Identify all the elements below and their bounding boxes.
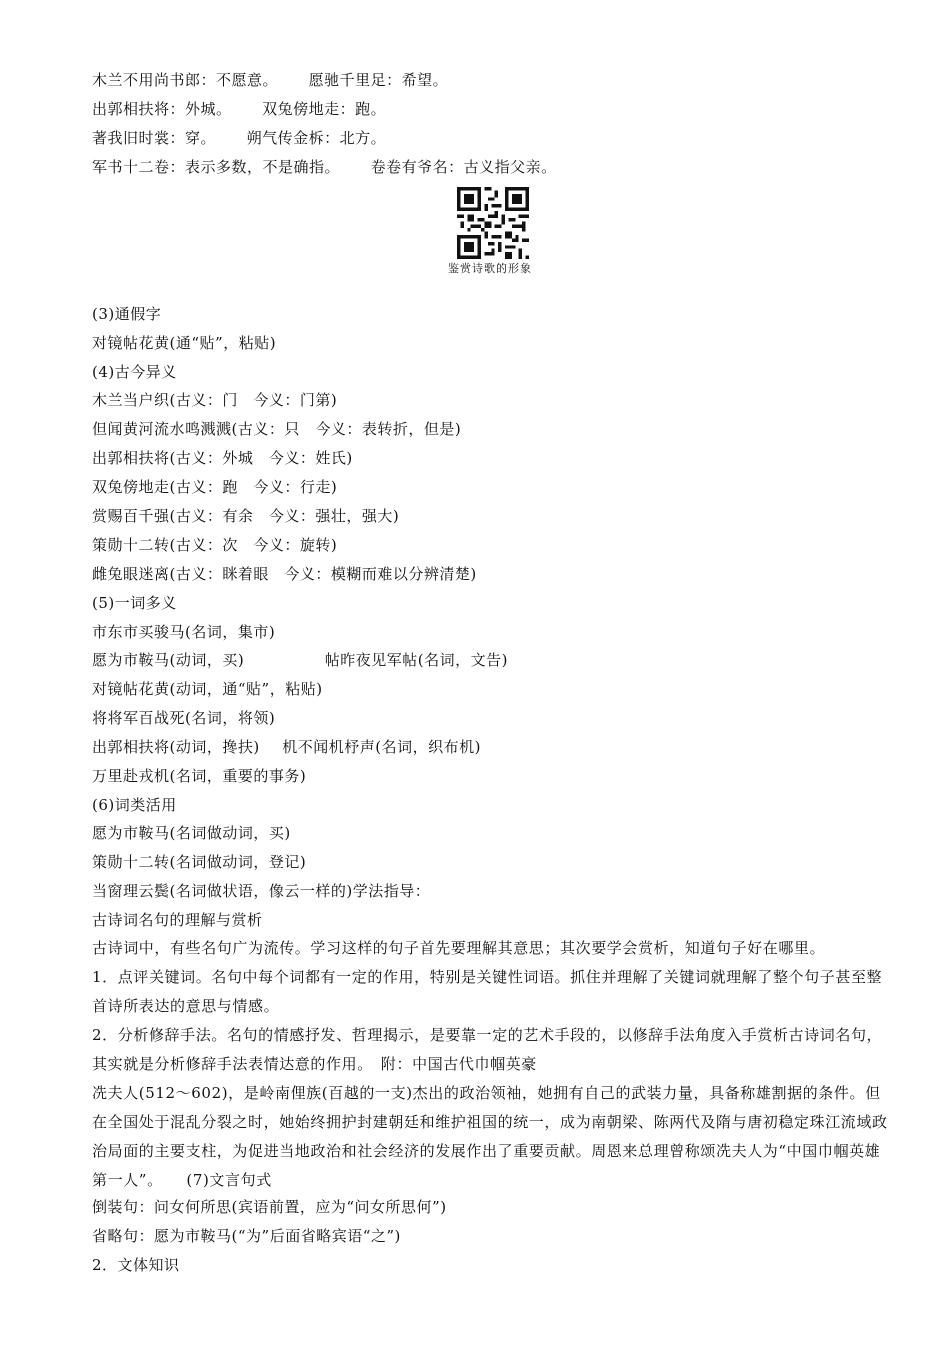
- section-title: (6)词类活用: [92, 796, 177, 814]
- gloss-item: 卷卷有爷名：古义指父亲。: [370, 158, 557, 176]
- gloss-item: 出郭相扶将：外城。: [92, 100, 232, 118]
- gloss-item: 著我旧时裳：穿。: [92, 129, 217, 147]
- text-line: 双兔傍地走(古义：跑 今义：行走): [92, 478, 338, 496]
- text-line: 倒装句：问女何所思(宾语前置，应为“问女所思何”): [92, 1198, 447, 1216]
- text-line: [92, 99, 386, 119]
- text-line: [92, 157, 557, 177]
- text-line: [92, 737, 481, 757]
- section-title: (5)一词多义: [92, 594, 177, 612]
- gloss-item: 愿驰千里足：希望。: [308, 71, 449, 89]
- text-line: 策勋十二转(古义：次 今义：旋转): [92, 536, 338, 554]
- text-line: 愿为市鞍马(名词做动词，买): [92, 824, 291, 842]
- paragraph: 古诗词中，有些名句广为流传。学习这样的句子首先要理解其意思；其次要学会赏析，知道句子好在哪里。: [92, 939, 826, 957]
- text-line: [92, 650, 508, 670]
- paragraph: 2．分析修辞手法。名句的情感抒发、哲理揭示，是要靠一定的艺术手段的，以修辞手法角度入手赏析古诗词名句，其实就是分析修辞手法表情达意的作用。 附：中国古代巾帼英豪: [92, 1026, 883, 1073]
- text-segment: 愿为市鞍马(动词，买): [92, 651, 245, 669]
- section-title: 2．文体知识: [92, 1256, 180, 1274]
- text-line: 出郭相扶将(古义：外城 今义：姓氏): [92, 449, 353, 467]
- text-line: 省略句：愿为市鞍马(“为”后面省略宾语“之”): [92, 1227, 401, 1245]
- text-line: 将将军百战死(名词，将领): [92, 709, 276, 727]
- text-line: 万里赴戎机(名词，重要的事务): [92, 767, 307, 785]
- gloss-item: 木兰不用尚书郎：不愿意。: [92, 71, 279, 89]
- gloss-item: 朔气传金柝：北方。: [246, 129, 387, 147]
- section-title: (4)古今异义: [92, 363, 177, 381]
- qr-caption: 鉴赏诗歌的形象: [448, 262, 532, 275]
- paragraph: 1．点评关键词。名句中每个词都有一定的作用，特别是关键性词语。抓住并理解了关键词就理解了整个句子甚至整首诗所表达的意思与情感。: [92, 968, 883, 1015]
- text-segment: 出郭相扶将(动词，搀扶): [92, 738, 260, 756]
- text-line: 对镜帖花黄(通“贴”，粘贴): [92, 334, 277, 352]
- paragraph: 冼夫人(512～602)，是岭南俚族(百越的一支)杰出的政治领袖，她拥有自己的武装力量，具备称雄割据的条件。但在全国处于混乱分裂之时，她始终拥护封建朝廷和维护祖国的统一，成为南朝梁、陈两代及隋与唐初稳定珠江流域政治局面的主要支柱，为促进当地政治和社会经济的发展作出了重要贡献。周恩来总理曾称颂冼夫人为“中国巾帼英雄第一人”。 (7)文言句式: [92, 1084, 888, 1189]
- text-line: [92, 70, 448, 90]
- text-line: [92, 128, 386, 148]
- text-line: 对镜帖花黄(动词，通“贴”，粘贴): [92, 680, 323, 698]
- text-line: 市东市买骏马(名词，集市): [92, 623, 276, 641]
- text-segment: 帖昨夜见军帖(名词，文告): [324, 651, 508, 669]
- gloss-item: 双兔傍地走：跑。: [262, 100, 387, 118]
- text-line: 雌兔眼迷离(古义：眯着眼 今义：模糊而难以分辨清楚): [92, 565, 477, 583]
- text-line: 当窗理云鬓(名词做状语，像云一样的)学法指导：: [92, 882, 431, 900]
- text-line: 策勋十二转(名词做动词，登记): [92, 853, 307, 871]
- text-segment: 机不闻机杼声(名词，织布机): [282, 738, 481, 756]
- text-line: 赏赐百千强(古义：有余 今义：强壮，强大): [92, 507, 400, 525]
- gloss-item: 军书十二卷：表示多数，不是确指。: [92, 158, 341, 176]
- qr-code-image[interactable]: [455, 187, 531, 259]
- text-line: 但闻黄河流水鸣溅溅(古义：只 今义：表转折，但是): [92, 420, 462, 438]
- section-title: (3)通假字: [92, 305, 162, 323]
- text-line: 木兰当户织(古义：门 今义：门第): [92, 391, 338, 409]
- text-line: 古诗词名句的理解与赏析: [92, 911, 263, 929]
